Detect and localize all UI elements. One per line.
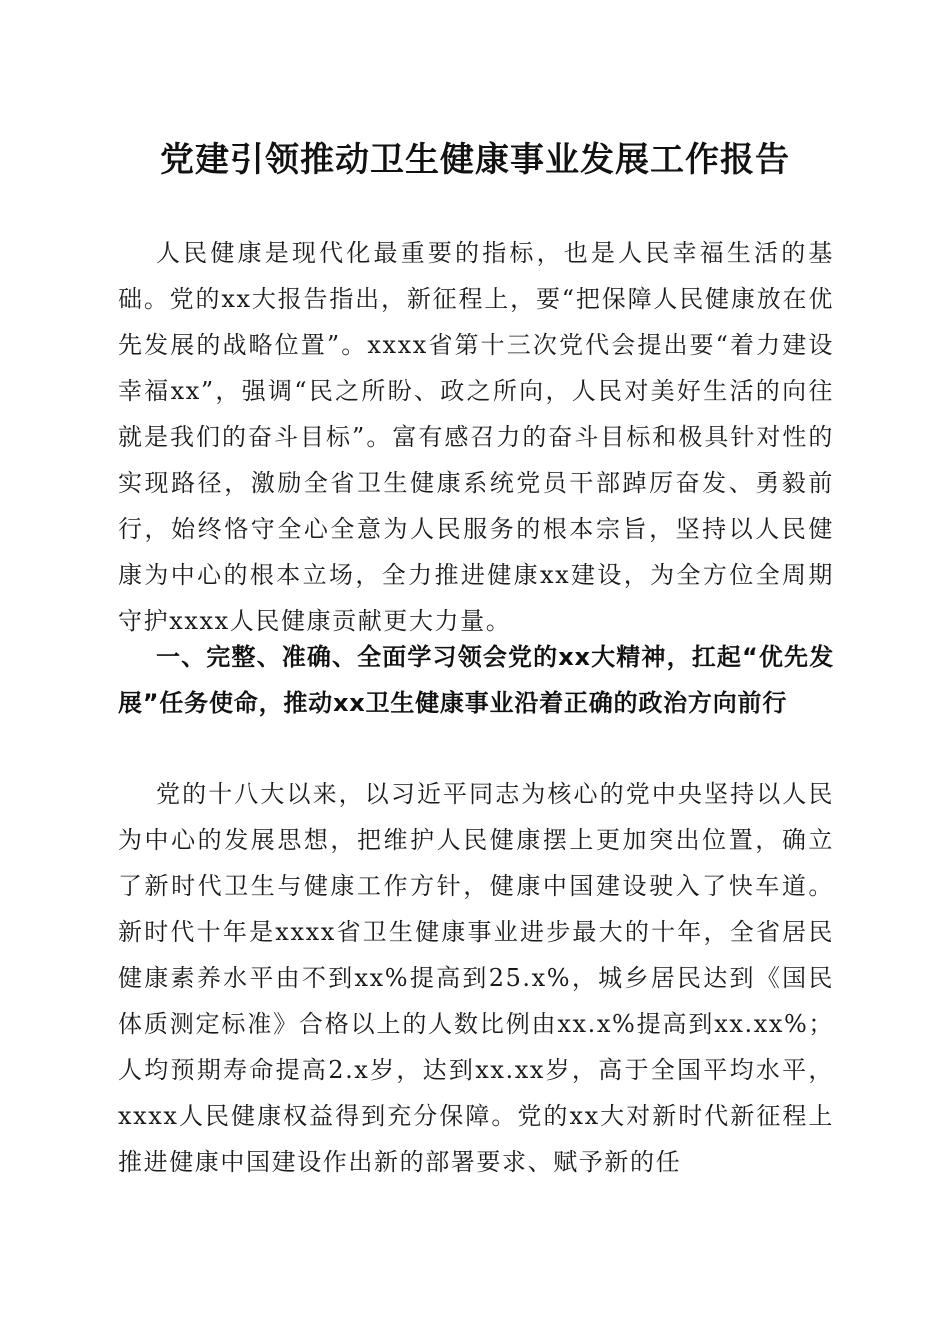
intro-paragraph: 人民健康是现代化最重要的指标，也是人民幸福生活的基础。党的xx大报告指出，新征程上，要“把保障人民健康放在优先发展的战略位置”。xxxx省第十三次党代会提出要“着力建设幸福xx”，强调“民之所盼、政之所向，人民对美好生活的向往就是我们的奋斗目标”。富有感召力的奋斗目标和极具针对性的实现路径，激励全省卫生健康系统党员干部踔厉奋发、勇毅前行，始终恪守全心全意为人民服务的根本宗旨，坚持以人民健康为中心的根本立场，全力推进健康xx建设，为全方位全周期守护xxxx人民健康贡献更大力量。 [118, 239, 834, 635]
section-heading: 一、完整、准确、全面学习领会党的xx大精神，扛起“优先发展”任务使命，推动xx卫生健康事业沿着正确的政治方向前行 [118, 643, 834, 717]
section-paragraph: 党的十八大以来，以习近平同志为核心的党中央坚持以人民为中心的发展思想，把维护人民健康摆上更加突出位置，确立了新时代卫生与健康工作方针，健康中国建设驶入了快车道。新时代十年是xxxx省卫生健康事业进步最大的十年，全省居民健康素养水平由不到xx%提高到25.x%，城乡居民达到《国民体质测定标准》合格以上的人数比例由xx.x%提高到xx.xx%；人均预期寿命提高2.x岁，达到xx.xx岁，高于全国平均水平，xxxx人民健康权益得到充分保障。党的xx大对新时代新征程上推进健康中国建设作出新的部署要求、赋予新的任 [118, 780, 834, 1176]
intro-paragraph-block [118, 230, 834, 644]
section-heading-block [118, 634, 834, 726]
section-paragraph-block [118, 771, 834, 1185]
document-title: 党建引领推动卫生健康事业发展工作报告 [160, 140, 790, 180]
